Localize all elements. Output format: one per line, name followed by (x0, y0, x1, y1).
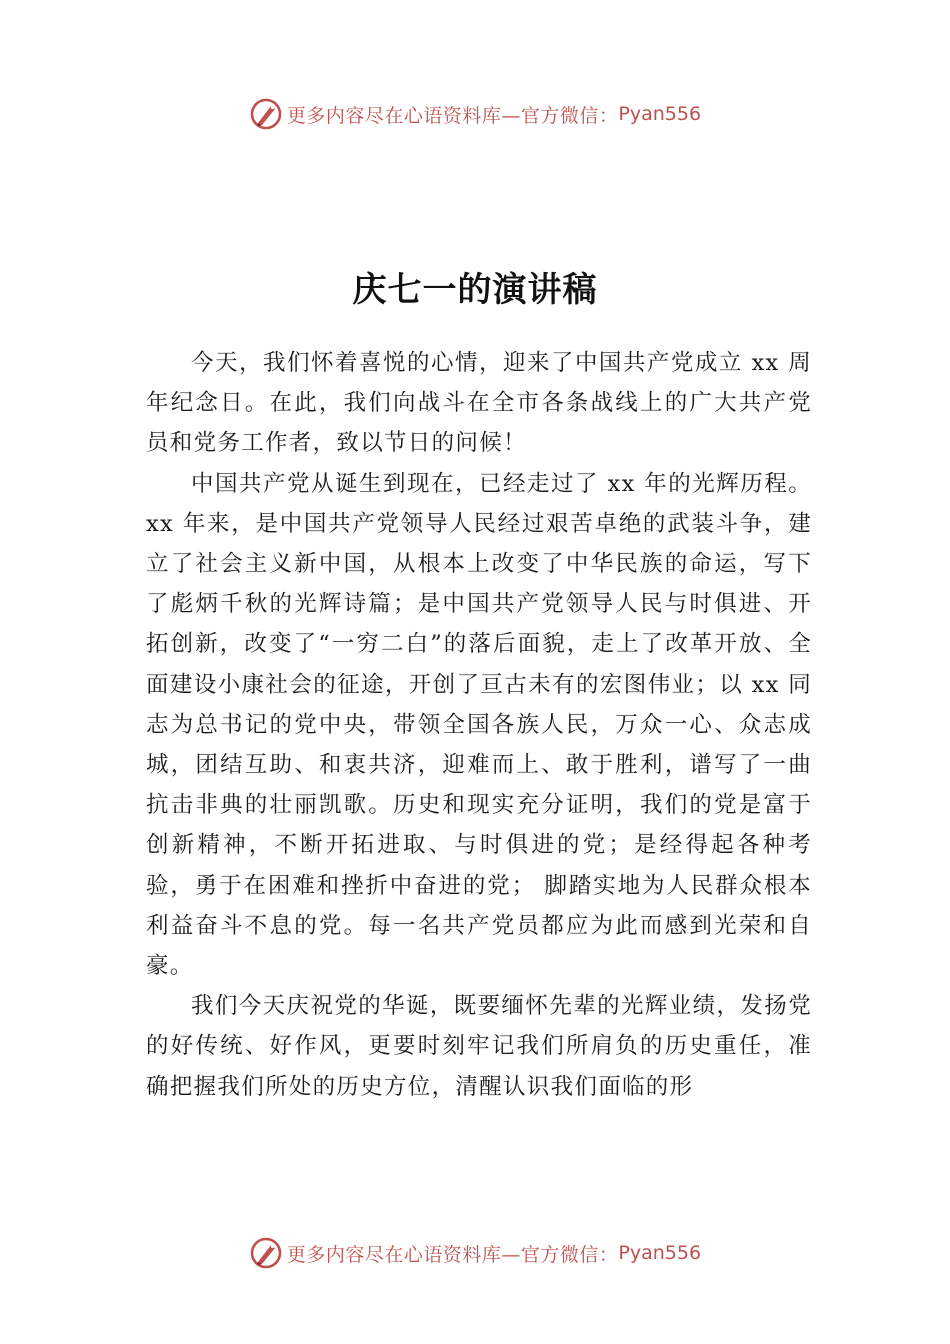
banner-text: 更多内容尽在心语资料库—官方微信： (286, 1243, 619, 1266)
footer-banner (0, 1233, 950, 1273)
pen-nib-logo-icon (249, 1236, 283, 1270)
banner-wechat-id: Pyan556 (618, 103, 702, 125)
paragraph: 中国共产党从诞生到现在，已经走过了 xx 年的光辉历程。xx 年来，是中国共产党领导人民经过艰苦卓绝的武装斗争，建立了社会主义新中国，从根本上改变了中华民族的命运，写下了彪炳千秋的光辉诗篇；是中国共产党领导人民与时俱进、开拓创新，改变了“一穷二白”的落后面貌，走上了改革开放、全面建设小康社会的征途，开创了亘古未有的宏图伟业；以 xx 同志为总书记的党中央，带领全国各族人民，万众一心、众志成城，团结互助、和衷共济，迎难而上、敢于胜利，谱写了一曲抗击非典的壮丽凯歌。历史和现实充分证明，我们的党是富于创新精神，不断开拓进取、与时俱进的党；是经得起各种考验，勇于在困难和挫折中奋进的党； 脚踏实地为人民群众根本利益奋斗不息的党。每一名共产党员都应为此而感到光荣和自豪。 (146, 470, 812, 980)
document-body (146, 343, 812, 1107)
document-title: 庆七一的演讲稿 (352, 270, 598, 310)
paragraph: 今天，我们怀着喜悦的心情，迎来了中国共产党成立 xx 周年纪念日。在此，我们向战斗在全市各条战线上的广大共产党员和党务工作者，致以节日的问候！ (146, 350, 812, 457)
paragraph: 我们今天庆祝党的华诞，既要缅怀先辈的光辉业绩，发扬党的好传统、好作风，更要时刻牢记我们所肩负的历史重任，准确把握我们所处的历史方位，清醒认识我们面临的形 (146, 993, 812, 1100)
header-banner (0, 94, 950, 134)
banner-wechat-id: Pyan556 (618, 1242, 702, 1264)
pen-nib-logo-icon (249, 97, 283, 131)
banner-text: 更多内容尽在心语资料库—官方微信： (286, 104, 619, 127)
